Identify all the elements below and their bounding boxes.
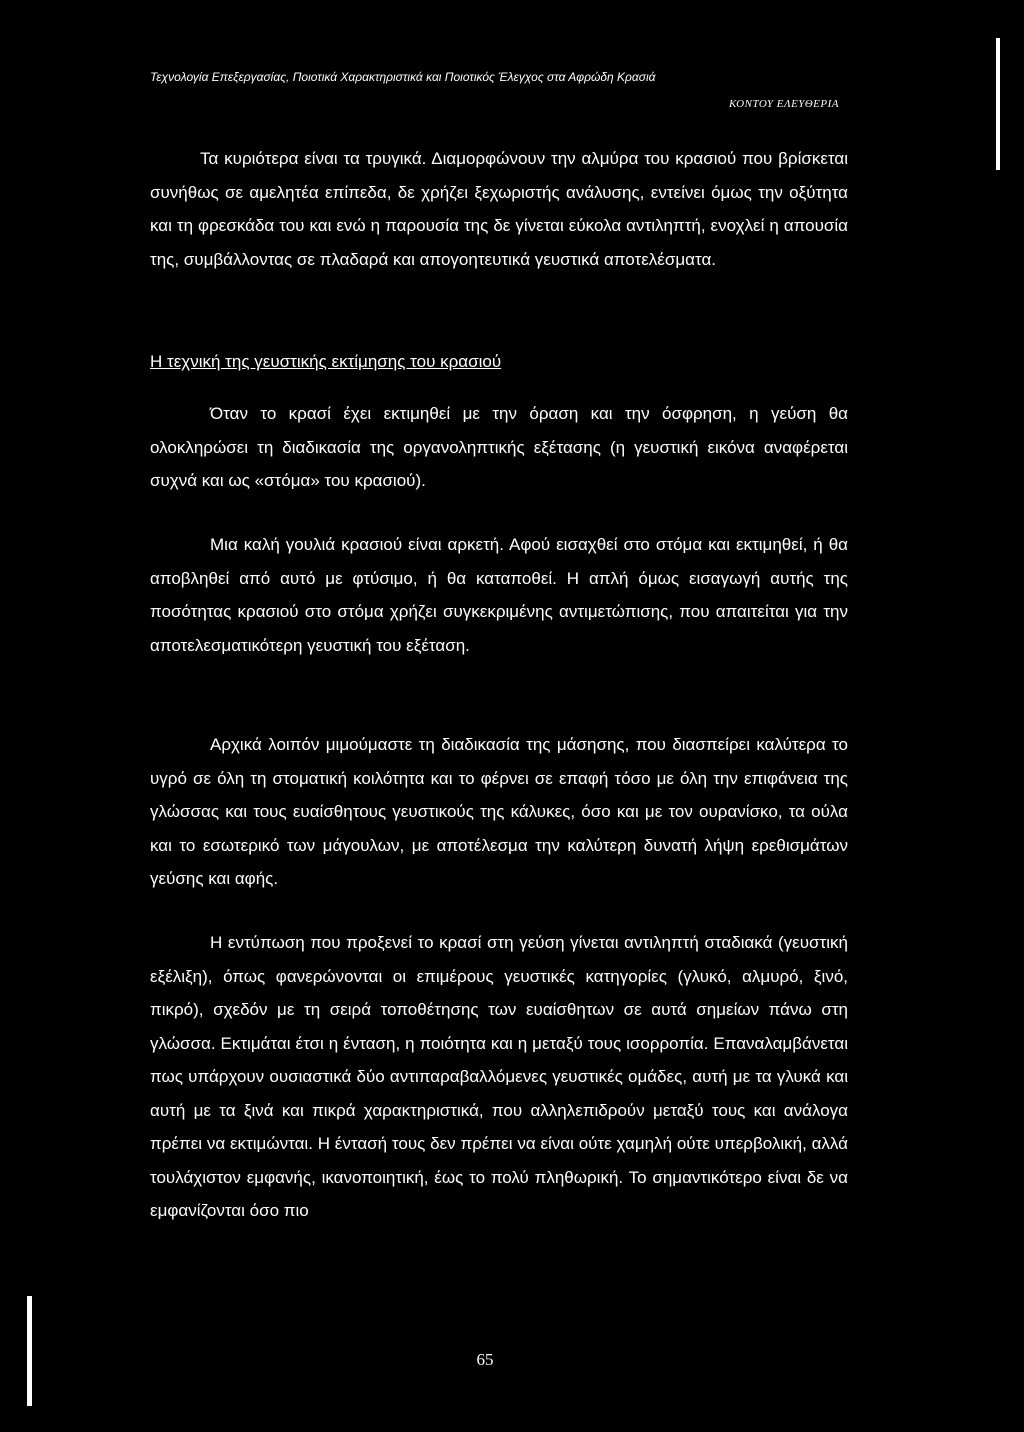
running-header-title: Τεχνολογία Επεξεργασίας, Ποιοτικά Χαρακτηριστικά και Ποιοτικός Έλεγχος στα Αφρώδη Κρασιά [150,70,656,84]
body-paragraph-5 [150,926,848,1228]
paragraph-text: Αρχικά λοιπόν μιμούμαστε τη διαδικασία της μάσησης, που διασπείρει καλύτερα το υγρό σε όλη τη στοματική κοιλότητα και το φέρνει σε επαφή τόσο με όλη την επιφάνεια της γλώσσας και τους ευαίσθητους γευστικούς της κάλυκες, όσο και με τον ουρανίσκο, τα ούλα και το εσωτερικό των μάγουλων, με αποτέλεσμα την καλύτερη δυνατή λήψη ερεθισμάτων γεύσης και αφής. [150,735,848,888]
paragraph-text: Η εντύπωση που προξενεί το κρασί στη γεύση γίνεται αντιληπτή σταδιακά (γευστική εξέλιξη), όπως φανερώνονται οι επιμέρους γευστικές κατηγορίες (γλυκό, αλμυρό, ξινό, πικρό), σχεδόν με τη σειρά τοποθέτησης των ευαίσθητων σε αυτά σημείων πάνω στη γλώσσα. Εκτιμάται έτσι η ένταση, η ποιότητα και η μεταξύ τους ισορροπία. Επαναλαμβάνεται πως υπάρχουν ουσιαστικά δύο αντιπαραβαλλόμενες γευστικές ομάδες, αυτή με τα γλυκά και αυτή με τα ξινά και πικρά χαρακτηριστικά, που αλληλεπιδρούν μεταξύ τους και ανάλογα πρέπει να εκτιμώνται. Η έντασή τους δεν πρέπει να είναι ούτε χαμηλή ούτε υπερβολική, αλλά τουλάχιστον εμφανής, ικανοποιητική, έως το πολύ πληθωρική. Το σημαντικότερο είναι δε να εμφανίζονται όσο πιο [150,933,848,1220]
body-paragraph-2 [150,397,848,498]
paragraph-text: Τα κυριότερα είναι τα τρυγικά. Διαμορφώνουν την αλμύρα του κρασιού που βρίσκεται συνήθως σε αμελητέα επίπεδα, δε χρήζει ξεχωριστής ανάλυσης, εντείνει όμως την οξύτητα και τη φρεσκάδα του και ενώ η παρουσία της δε γίνεται εύκολα αντιληπτή, ενοχλεί η απουσία της, συμβάλλοντας σε πλαδαρά και απογοητευτικά γευστικά αποτελέσματα. [150,149,848,269]
section-heading: Η τεχνική της γευστικής εκτίμησης του κρασιού [150,352,502,371]
body-paragraph-3 [150,528,848,662]
paragraph-text: Μια καλή γουλιά κρασιού είναι αρκετή. Αφού εισαχθεί στο στόμα και εκτιμηθεί, ή θα αποβληθεί από αυτό με φτύσιμο, ή θα καταποθεί. Η απλή όμως εισαγωγή αυτής της ποσότητας κρασιού στο στόμα χρήζει συγκεκριμένης αντιμετώπισης, που απαιτείται για την αποτελεσματικότερη γευστική του εξέταση. [150,535,848,655]
body-paragraph-4 [150,728,848,896]
paragraph-text: Όταν το κρασί έχει εκτιμηθεί με την όραση και την όσφρηση, η γεύση θα ολοκληρώσει τη διαδικασία της οργανοληπτικής εξέτασης (η γευστική εικόνα αναφέρεται συχνά και ως «στόμα» του κρασιού). [150,404,848,490]
margin-scan-bar-top [996,38,1000,170]
page-number: 65 [476,1350,494,1369]
running-header-author: ΚΟΝΤΟΥ ΕΛΕΥΘΕΡΙΑ [728,98,839,110]
body-paragraph-1 [150,142,848,276]
